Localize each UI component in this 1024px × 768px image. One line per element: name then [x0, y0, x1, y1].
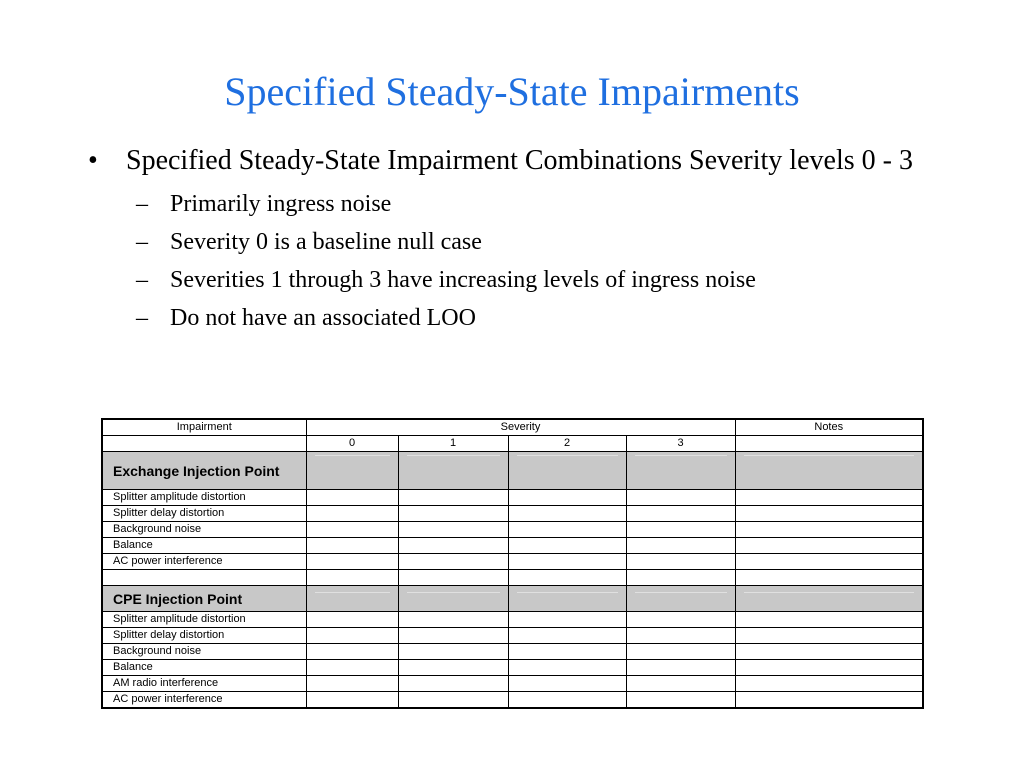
impairment-name: Balance [102, 660, 306, 676]
impairment-name: Splitter delay distortion [102, 506, 306, 522]
section-shaded-cell [626, 452, 735, 490]
table-row [102, 692, 923, 709]
sub-bullet [88, 299, 968, 337]
empty-cell [398, 612, 508, 628]
empty-cell [626, 554, 735, 570]
sub-bullet-symbol: – [136, 229, 148, 255]
section-shaded-cell [735, 586, 923, 612]
table-header-row [102, 419, 923, 436]
bullet-symbol: • [88, 145, 98, 176]
table-row [102, 644, 923, 660]
sub-bullet-symbol: – [136, 191, 148, 217]
bullet-list [88, 143, 968, 337]
section-shaded-cell [306, 452, 398, 490]
empty-cell [398, 506, 508, 522]
empty-cell [735, 436, 923, 452]
empty-cell [306, 692, 398, 709]
empty-cell [102, 436, 306, 452]
sub-bullet-text: Severities 1 through 3 have increasing levels of ingress noise [170, 267, 756, 293]
empty-cell [102, 570, 306, 586]
severity-level-1: 1 [398, 436, 508, 452]
shaded-inner [517, 455, 618, 486]
empty-cell [626, 506, 735, 522]
empty-cell [508, 570, 626, 586]
empty-cell [306, 628, 398, 644]
severity-header: Severity [306, 419, 735, 436]
section-shaded-cell [398, 586, 508, 612]
shaded-inner [517, 592, 618, 605]
empty-cell [735, 612, 923, 628]
empty-cell [398, 538, 508, 554]
shaded-inner [407, 455, 500, 486]
severity-level-0: 0 [306, 436, 398, 452]
section-shaded-cell [626, 586, 735, 612]
sub-bullet [88, 223, 968, 261]
empty-cell [306, 554, 398, 570]
empty-cell [398, 676, 508, 692]
empty-cell [306, 522, 398, 538]
empty-cell [398, 490, 508, 506]
empty-cell [306, 676, 398, 692]
spacer-row [102, 570, 923, 586]
sub-bullet-text: Severity 0 is a baseline null case [170, 229, 482, 255]
shaded-inner [635, 592, 727, 605]
empty-cell [508, 506, 626, 522]
table-row [102, 538, 923, 554]
severity-level-3: 3 [626, 436, 735, 452]
empty-cell [306, 570, 398, 586]
empty-cell [626, 522, 735, 538]
empty-cell [306, 506, 398, 522]
main-bullet-text: Specified Steady-State Impairment Combinations Severity levels 0 - 3 [126, 145, 913, 176]
table-row [102, 612, 923, 628]
section-shaded-cell [306, 586, 398, 612]
impairment-name: Background noise [102, 522, 306, 538]
empty-cell [626, 660, 735, 676]
sub-bullet-text: Do not have an associated LOO [170, 305, 476, 331]
empty-cell [735, 570, 923, 586]
impairment-name: AC power interference [102, 692, 306, 709]
empty-cell [508, 692, 626, 709]
empty-cell [508, 522, 626, 538]
impairment-table-body [102, 419, 923, 708]
empty-cell [735, 644, 923, 660]
empty-cell [306, 490, 398, 506]
section-title: Exchange Injection Point [102, 452, 306, 490]
empty-cell [398, 570, 508, 586]
table-row [102, 506, 923, 522]
main-bullet [88, 143, 968, 179]
section-shaded-cell [735, 452, 923, 490]
empty-cell [306, 612, 398, 628]
empty-cell [508, 612, 626, 628]
sub-bullet [88, 185, 968, 223]
empty-cell [398, 660, 508, 676]
empty-cell [508, 554, 626, 570]
empty-cell [626, 692, 735, 709]
empty-cell [626, 628, 735, 644]
impairment-name: Balance [102, 538, 306, 554]
section-header-row [102, 452, 923, 490]
empty-cell [626, 644, 735, 660]
sub-bullet-text: Primarily ingress noise [170, 191, 392, 217]
section-shaded-cell [508, 586, 626, 612]
table-row [102, 554, 923, 570]
section-title: CPE Injection Point [102, 586, 306, 612]
shaded-inner [315, 592, 390, 605]
empty-cell [398, 554, 508, 570]
empty-cell [306, 644, 398, 660]
section-shaded-cell [508, 452, 626, 490]
section-header-row [102, 586, 923, 612]
impairment-table [101, 418, 924, 709]
shaded-inner [315, 455, 390, 486]
sub-bullet-symbol: – [136, 305, 148, 331]
table-row [102, 490, 923, 506]
empty-cell [735, 506, 923, 522]
empty-cell [626, 612, 735, 628]
empty-cell [508, 644, 626, 660]
sub-bullet [88, 261, 968, 299]
empty-cell [735, 676, 923, 692]
table-row [102, 522, 923, 538]
empty-cell [398, 522, 508, 538]
empty-cell [626, 490, 735, 506]
empty-cell [306, 538, 398, 554]
section-shaded-cell [398, 452, 508, 490]
empty-cell [398, 644, 508, 660]
table-row [102, 628, 923, 644]
empty-cell [626, 570, 735, 586]
slide-title: Specified Steady-State Impairments [224, 69, 800, 114]
table-row [102, 660, 923, 676]
severity-level-row [102, 436, 923, 452]
empty-cell [508, 676, 626, 692]
empty-cell [735, 538, 923, 554]
empty-cell [735, 692, 923, 709]
impairment-name: Splitter delay distortion [102, 628, 306, 644]
impairment-name: Splitter amplitude distortion [102, 490, 306, 506]
empty-cell [735, 660, 923, 676]
empty-cell [508, 628, 626, 644]
sub-bullet-list [88, 185, 968, 337]
impairment-name: AC power interference [102, 554, 306, 570]
severity-level-2: 2 [508, 436, 626, 452]
empty-cell [626, 676, 735, 692]
sub-bullet-symbol: – [136, 267, 148, 293]
impairment-name: Splitter amplitude distortion [102, 612, 306, 628]
shaded-inner [744, 592, 915, 605]
empty-cell [735, 554, 923, 570]
impairment-header: Impairment [102, 419, 306, 436]
table-row [102, 676, 923, 692]
empty-cell [508, 490, 626, 506]
impairment-name: AM radio interference [102, 676, 306, 692]
shaded-inner [407, 592, 500, 605]
empty-cell [626, 538, 735, 554]
shaded-inner [744, 455, 915, 486]
empty-cell [398, 692, 508, 709]
empty-cell [735, 628, 923, 644]
impairment-name: Background noise [102, 644, 306, 660]
empty-cell [735, 522, 923, 538]
empty-cell [398, 628, 508, 644]
empty-cell [508, 538, 626, 554]
empty-cell [508, 660, 626, 676]
notes-header: Notes [735, 419, 923, 436]
shaded-inner [635, 455, 727, 486]
empty-cell [735, 490, 923, 506]
empty-cell [306, 660, 398, 676]
sub-bullet-group [88, 185, 968, 337]
